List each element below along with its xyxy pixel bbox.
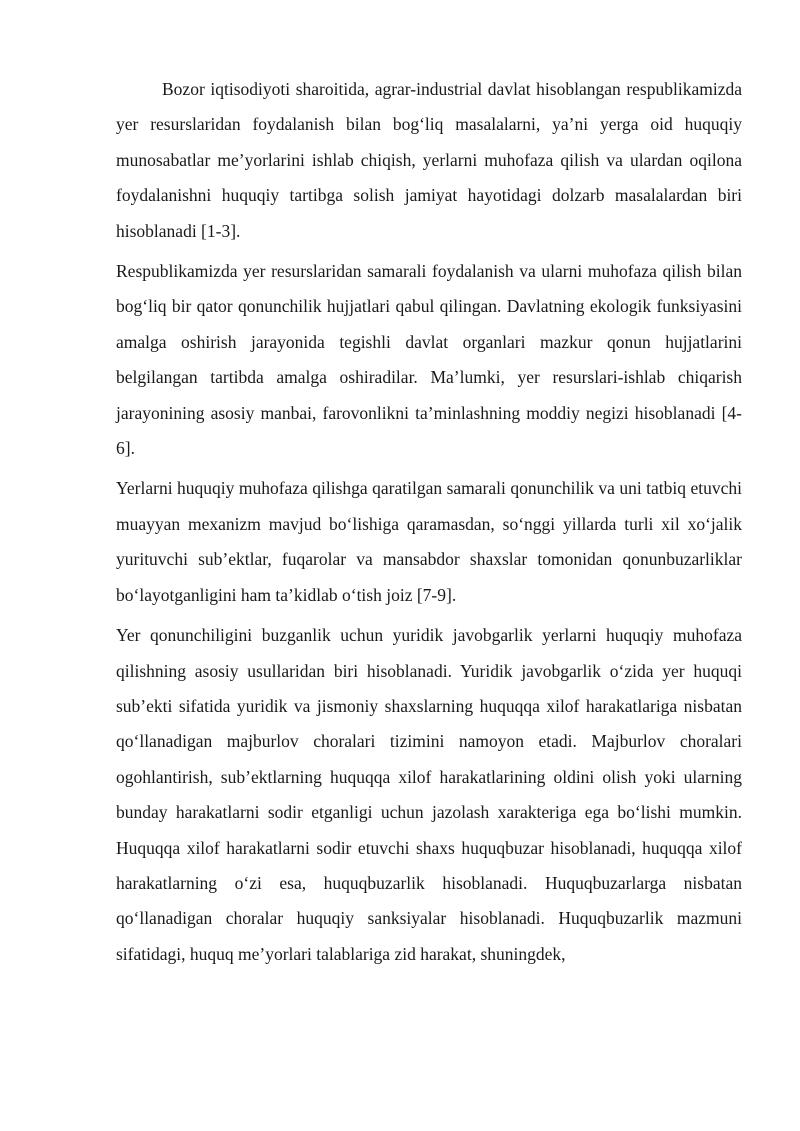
paragraph-intro: Bozor iqtisodiyoti sharoitida, agrar-industrial davlat hisoblangan respublikamizda yer resurslaridan foydalanish bilan bog‘liq masalalarni, ya’ni yerga oid huquqiy munosabatlar me’yorlarini ishlab chiqish, yerlarni muhofaza qilish va ulardan oqilona foydalanishni huquqiy tartibga solish jamiyat hayotidagi dolzarb masalalardan biri hisoblanadi [1-3].	[116, 79, 742, 241]
paragraph-legislation: Respublikamizda yer resurslaridan samarali foydalanish va ularni muhofaza qilish bilan bog‘liq bir qator qonunchilik hujjatlari qabul qilingan. Davlatning ekologik funksiyasini amalga oshirish jarayonida tegishli davlat organlari mazkur qonun hujjatlarini belgilangan tartibda amalga oshiradilar. Ma’lumki, yer resurslari-ishlab chiqarish jarayonining asosiy manbai, farovonlikni ta’minlashning moddiy negizi hisoblanadi [4-6].	[116, 261, 742, 459]
document-page	[116, 72, 742, 977]
paragraph-violations: Yerlarni huquqiy muhofaza qilishga qaratilgan samarali qonunchilik va uni tatbiq etuvchi muayyan mexanizm mavjud bo‘lishiga qaramasdan, so‘nggi yillarda turli xil xo‘jalik yurituvchi sub’ektlar, fuqarolar va mansabdor shaxslar tomonidan qonunbuzarliklar bo‘layotganligini ham ta’kidlab o‘tish joiz [7-9].	[116, 478, 742, 605]
paragraph-liability: Yer qonunchiligini buzganlik uchun yuridik javobgarlik yerlarni huquqiy muhofaza qilishning asosiy usullaridan biri hisoblanadi. Yuridik javobgarlik o‘zida yer huquqi sub’ekti sifatida yuridik va jismoniy shaxslarning huquqqa xilof harakatlariga nisbatan qo‘llanadigan majburlov choralari tizimini namoyon etadi. Majburlov choralari ogohlantirish, sub’ektlarning huquqqa xilof harakatlarining oldini olish yoki ularning bunday harakatlarni sodir etganligi uchun jazolash xarakteriga ega bo‘lishi mumkin. Huquqqa xilof harakatlarni sodir etuvchi shaxs huquqbuzar hisoblanadi, huquqqa xilof harakatlarning o‘zi esa, huquqbuzarlik hisoblanadi. Huquqbuzarlarga nisbatan qo‘llanadigan choralar huquqiy sanksiyalar hisoblanadi. Huquqbuzarlik mazmuni sifatidagi, huquq me’yorlari talablariga zid harakat, shuningdek,	[116, 625, 742, 964]
